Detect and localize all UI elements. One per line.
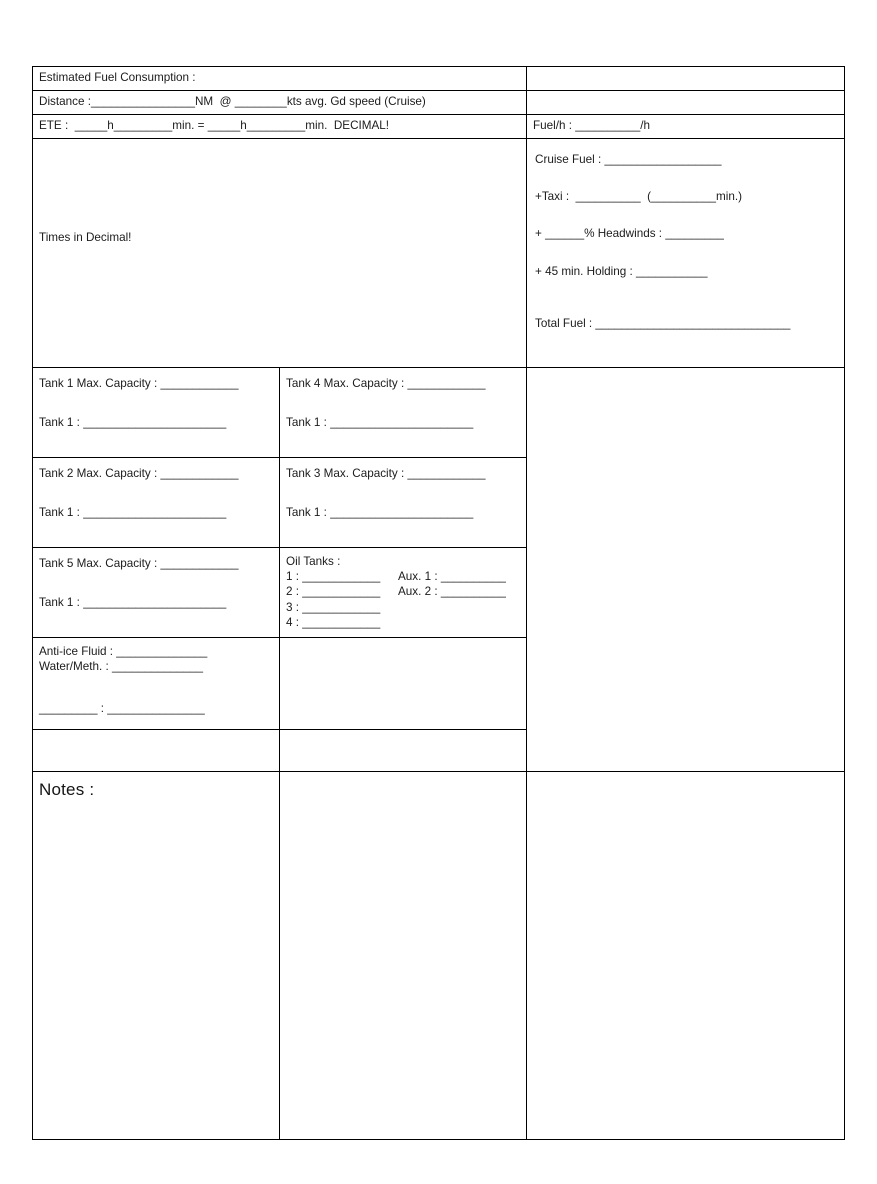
taxi-fuel-row: [535, 189, 839, 204]
tank-4-capacity-blank[interactable]: ____________: [407, 377, 486, 390]
total-fuel-label: Total Fuel :: [535, 316, 593, 330]
fluids-right-blank-cell[interactable]: [280, 638, 527, 730]
oil-tanks-title: Oil Tanks :: [286, 555, 341, 568]
oil-tank-4-blank[interactable]: ____________: [302, 615, 381, 629]
oil-tank-4-label: 4 :: [286, 615, 299, 629]
tank-3-capacity-blank[interactable]: ____________: [407, 467, 486, 480]
oil-tank-3-label: 3 :: [286, 600, 299, 614]
tank-2-capacity-row: [39, 466, 274, 481]
oil-tank-3-blank[interactable]: ____________: [302, 600, 381, 614]
tank-5-cell: [33, 548, 280, 638]
oil-tank-row-3: [286, 600, 521, 615]
aux-tank-2-blank[interactable]: __________: [440, 585, 506, 599]
table-row: [33, 772, 845, 1140]
distance-input-blank[interactable]: ________________: [90, 95, 195, 108]
tank-3-value-blank[interactable]: ______________________: [330, 506, 474, 520]
headwinds-plus-sign: +: [535, 227, 542, 241]
aux-tank-1-label: Aux. 1 :: [398, 570, 438, 584]
tank-4-capacity-row: [286, 376, 521, 391]
fuel-per-hour-label: Fuel/h :: [533, 119, 572, 132]
headwinds-percent-blank[interactable]: ______: [545, 227, 585, 241]
ete-hours-unit: h: [107, 119, 114, 132]
headwinds-fuel-blank[interactable]: _________: [665, 227, 724, 241]
oil-tank-row-1: [286, 569, 521, 584]
taxi-paren-open: (: [647, 190, 652, 204]
water-methanol-label: Water/Meth. :: [39, 660, 109, 674]
tank-2-value-blank[interactable]: ______________________: [83, 506, 227, 520]
total-fuel-blank[interactable]: ______________________________: [595, 316, 791, 330]
tank-1-value-label: Tank 1 :: [39, 416, 80, 430]
tank-1-capacity-row: [39, 376, 274, 391]
tank-4-value-row: [286, 415, 521, 430]
table-row: [33, 67, 845, 91]
decimal-warning-label: DECIMAL!: [333, 119, 390, 132]
fuel-planning-table: [32, 66, 845, 1140]
table-row: [33, 139, 845, 368]
taxi-label: +Taxi :: [535, 190, 570, 204]
spacer-cell-middle[interactable]: [280, 730, 527, 772]
table-row: [33, 91, 845, 115]
anti-ice-fluid-blank[interactable]: ______________: [116, 645, 208, 658]
fuel-per-hour-cell: [527, 115, 845, 139]
oil-tank-row-4: [286, 615, 521, 630]
holding-fuel-blank[interactable]: ___________: [636, 264, 708, 278]
water-methanol-blank[interactable]: ______________: [111, 660, 203, 674]
anti-ice-fluid-row: [39, 644, 274, 659]
ete-decimal-hours-blank[interactable]: _____: [207, 119, 241, 132]
tank-4-capacity-label: Tank 4 Max. Capacity :: [286, 377, 405, 390]
cruise-fuel-label: Cruise Fuel :: [535, 153, 602, 166]
total-fuel-row: [535, 316, 839, 331]
tank-1-cell: [33, 368, 280, 458]
tank-2-capacity-blank[interactable]: ____________: [160, 467, 239, 480]
oil-tanks-cell: [280, 548, 527, 638]
tank-4-value-label: Tank 1 :: [286, 416, 327, 430]
tank-4-value-blank[interactable]: ______________________: [330, 416, 474, 430]
holding-row: [535, 264, 839, 279]
oil-tank-2-label: 2 :: [286, 585, 299, 599]
taxi-minutes-close: min.): [716, 190, 743, 204]
ete-hours-blank[interactable]: _____: [74, 119, 108, 132]
at-symbol: @: [219, 95, 232, 108]
oil-tank-1-blank[interactable]: ____________: [302, 570, 381, 584]
holding-label: + 45 min. Holding :: [535, 264, 633, 278]
custom-fluid-colon: :: [100, 702, 105, 716]
tank-1-value-blank[interactable]: ______________________: [83, 416, 227, 430]
taxi-minutes-blank[interactable]: __________: [651, 190, 717, 204]
tank-2-value-row: [39, 505, 274, 520]
oil-tank-row-2: [286, 584, 521, 599]
ete-minutes-unit: min. =: [172, 119, 205, 132]
tank-3-capacity-label: Tank 3 Max. Capacity :: [286, 467, 405, 480]
headwinds-row: [535, 226, 839, 241]
tank-1-capacity-label: Tank 1 Max. Capacity :: [39, 377, 158, 390]
ete-label: ETE :: [39, 119, 69, 132]
tank-1-capacity-blank[interactable]: ____________: [160, 377, 239, 390]
oil-tank-2-blank[interactable]: ____________: [302, 585, 381, 599]
ground-speed-label: kts avg. Gd speed (Cruise): [286, 95, 426, 108]
tank-5-value-label: Tank 1 :: [39, 596, 80, 610]
table-row: [33, 115, 845, 139]
notes-cell-right[interactable]: [527, 772, 845, 1140]
tank-4-cell: [280, 368, 527, 458]
estimated-fuel-consumption-cell: [33, 67, 527, 91]
distance-right-blank-cell[interactable]: [527, 91, 845, 115]
notes-cell[interactable]: [33, 772, 280, 1140]
ete-decimal-minutes-unit: min.: [305, 119, 328, 132]
tank-3-capacity-row: [286, 466, 521, 481]
times-in-decimal-cell: [33, 139, 527, 368]
fuel-per-hour-blank[interactable]: __________: [575, 119, 641, 132]
custom-fluid-value-blank[interactable]: _______________: [107, 702, 205, 716]
notes-title: Notes :: [39, 780, 95, 799]
distance-cell: [33, 91, 527, 115]
tank-5-capacity-row: [39, 556, 274, 571]
spacer-cell-left[interactable]: [33, 730, 280, 772]
fluids-cell: [33, 638, 280, 730]
estimated-fuel-consumption-label: Estimated Fuel Consumption :: [39, 71, 196, 84]
headwinds-label: % Headwinds :: [584, 227, 663, 241]
header-right-blank-cell[interactable]: [527, 67, 845, 91]
table-row: [33, 368, 845, 458]
custom-fluid-row: [39, 701, 274, 716]
tank-section-right-blank-cell[interactable]: [527, 368, 845, 772]
ete-decimal-hours-unit: h: [240, 119, 247, 132]
distance-unit-label: NM: [194, 95, 214, 108]
tank-5-value-blank[interactable]: ______________________: [83, 596, 227, 610]
tank-3-cell: [280, 458, 527, 548]
tank-3-value-label: Tank 1 :: [286, 506, 327, 520]
cruise-fuel-blank[interactable]: __________________: [604, 153, 722, 166]
fuel-per-hour-unit: /h: [640, 119, 650, 132]
oil-tank-1-label: 1 :: [286, 570, 299, 584]
ete-cell: [33, 115, 527, 139]
aux-tank-1-blank[interactable]: __________: [440, 570, 506, 584]
cruise-fuel-row: [535, 152, 839, 167]
tank-2-cell: [33, 458, 280, 548]
tank-5-capacity-blank[interactable]: ____________: [160, 557, 239, 570]
taxi-fuel-blank[interactable]: __________: [575, 190, 641, 204]
ete-minutes-blank[interactable]: _________: [113, 119, 173, 132]
distance-label: Distance :: [39, 95, 91, 108]
tank-5-capacity-label: Tank 5 Max. Capacity :: [39, 557, 158, 570]
water-methanol-row: [39, 659, 274, 674]
tank-2-capacity-label: Tank 2 Max. Capacity :: [39, 467, 158, 480]
fuel-calculation-cell: [527, 139, 845, 368]
ete-decimal-minutes-blank[interactable]: _________: [246, 119, 306, 132]
tank-1-value-row: [39, 415, 274, 430]
times-in-decimal-label: Times in Decimal!: [39, 231, 132, 244]
tank-5-value-row: [39, 595, 274, 610]
aux-tank-2-label: Aux. 2 :: [398, 585, 438, 599]
ground-speed-input-blank[interactable]: ________: [234, 95, 287, 108]
anti-ice-fluid-label: Anti-ice Fluid :: [39, 645, 114, 658]
tank-3-value-row: [286, 505, 521, 520]
custom-fluid-name-blank[interactable]: _________: [39, 702, 98, 716]
tank-2-value-label: Tank 1 :: [39, 506, 80, 520]
notes-cell-middle[interactable]: [280, 772, 527, 1140]
